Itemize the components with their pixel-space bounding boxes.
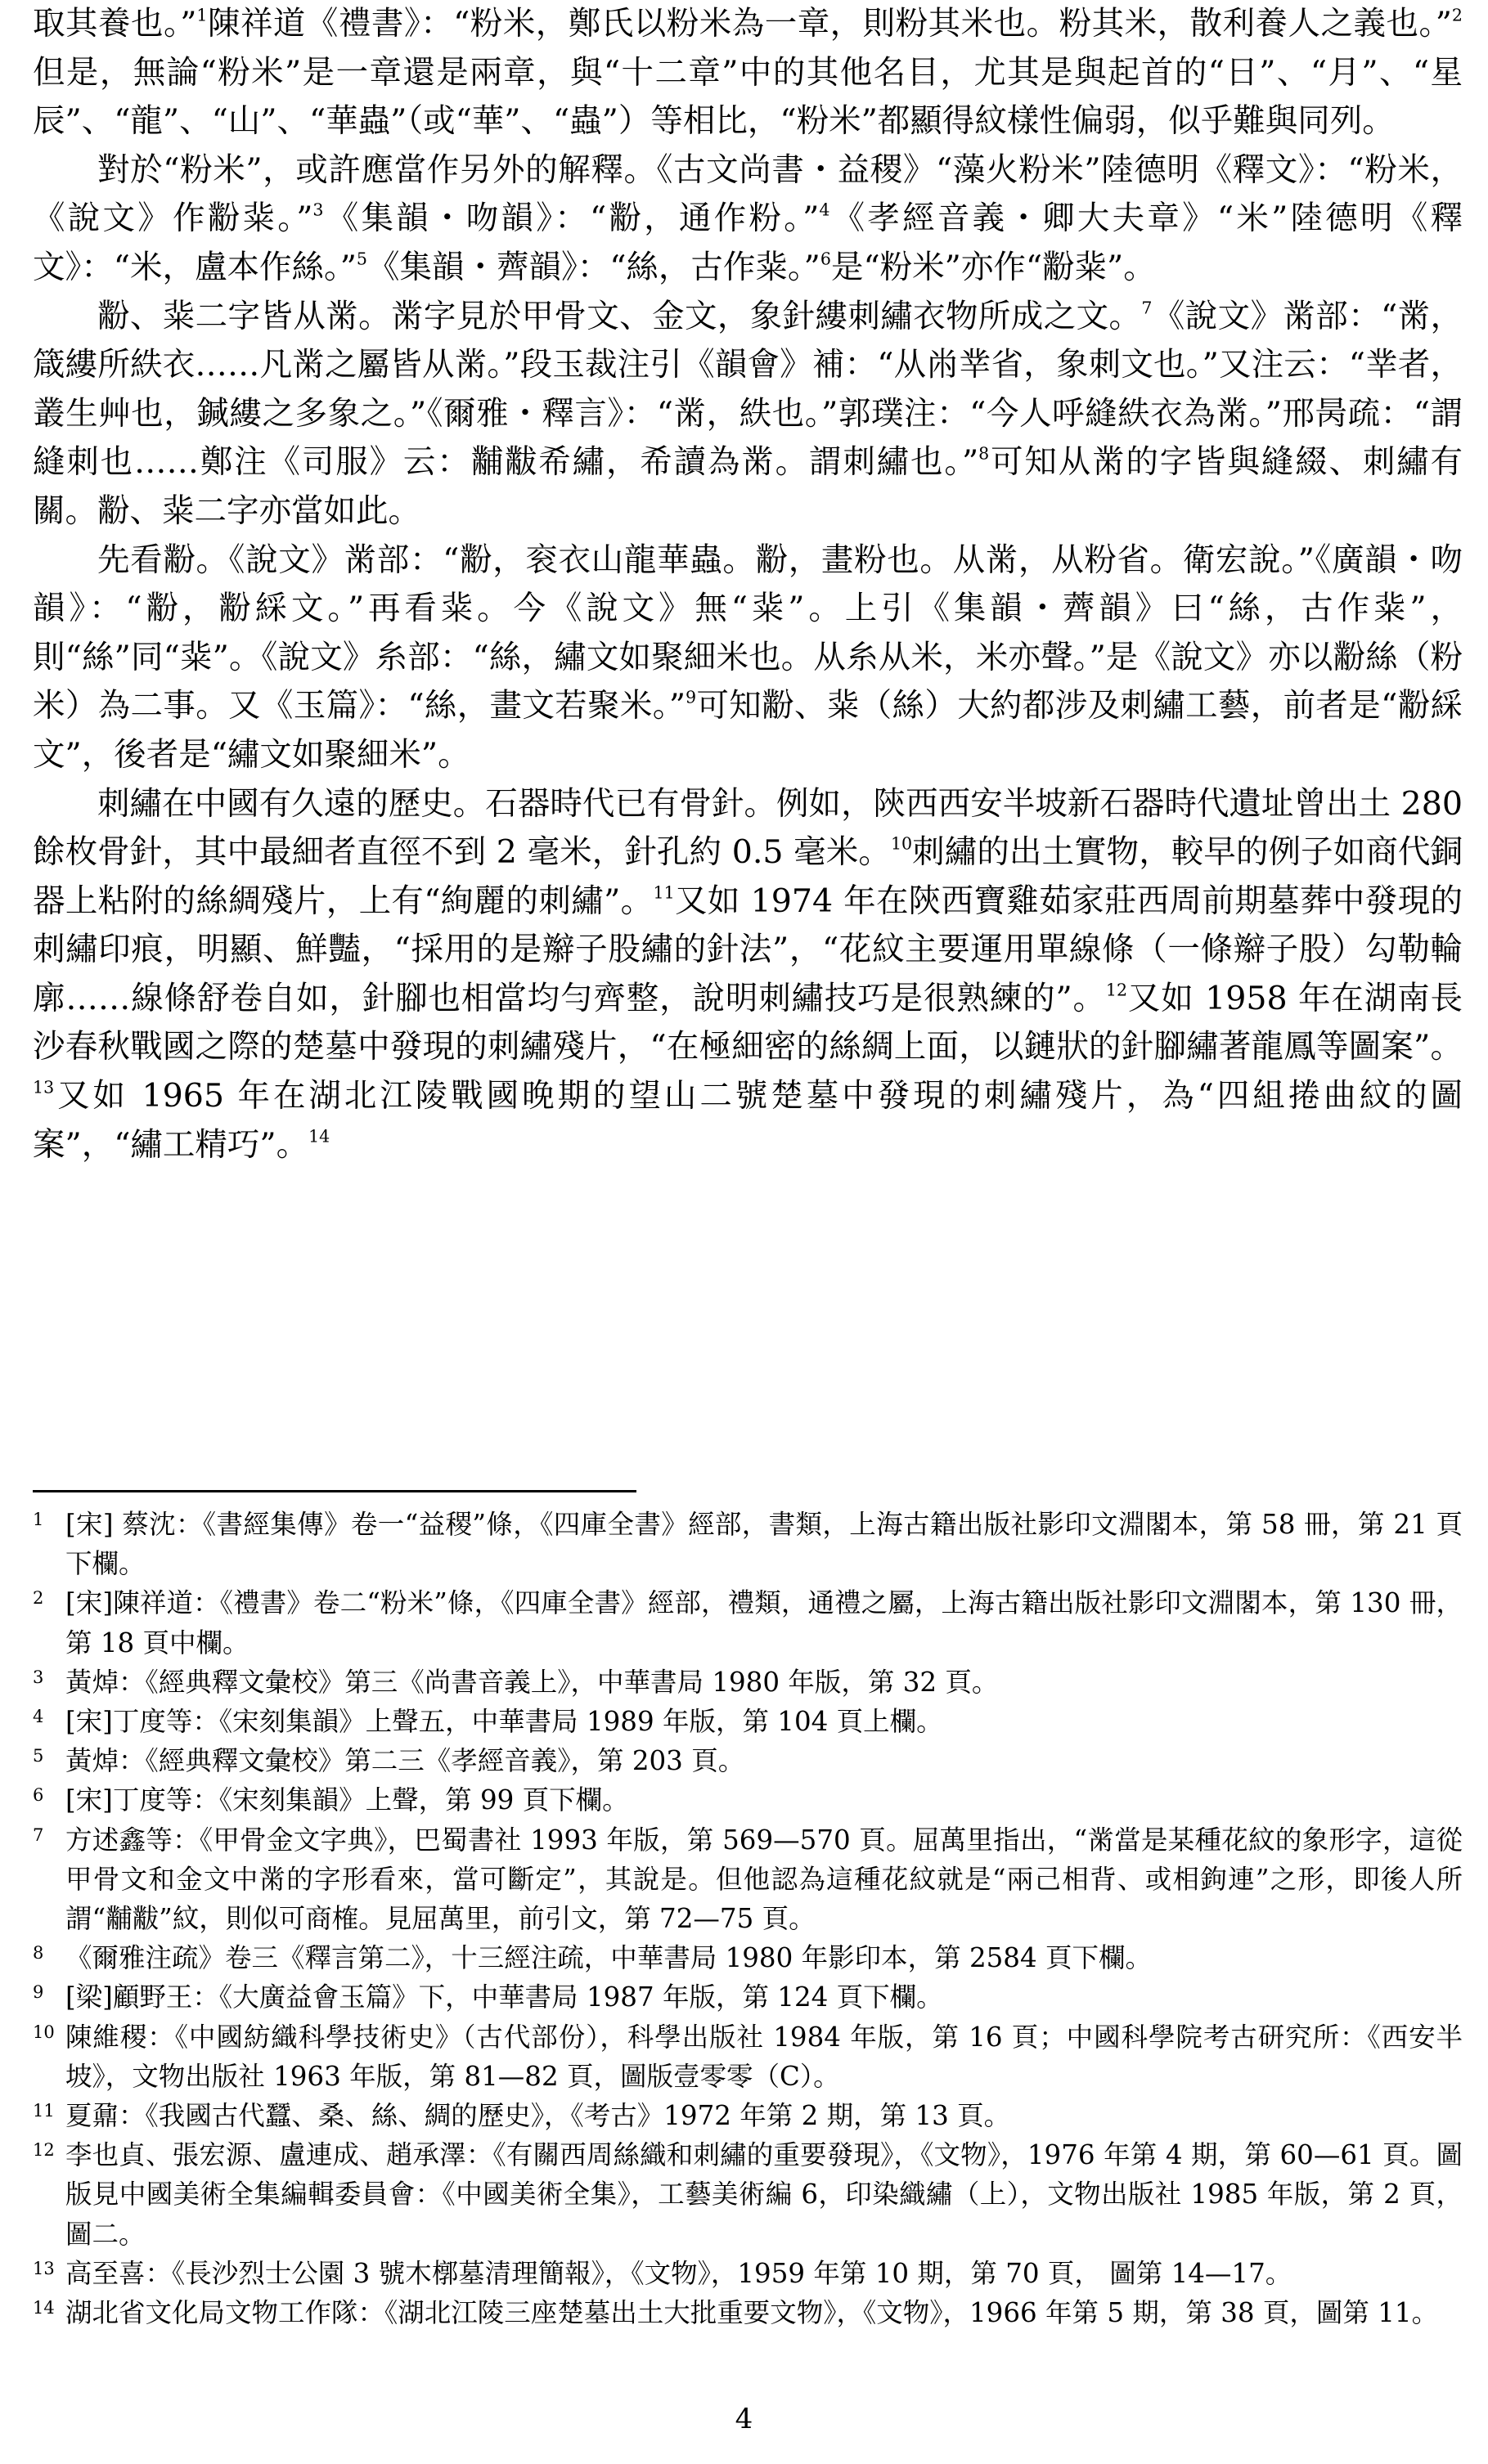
footnote-text: 《爾雅注疏》卷三《釋言第二》，十三經注疏，中華書局 1980 年影印本，第 2584 頁下欄。 [65,1942,1152,1974]
text-run: 但是，無論“粉米”是一章還是兩章，與“十二章”中的其他名目，尤其是與起首的“日”、“月”、“星辰”、“龍”、“山”、“華蟲”（或“華”、“蟲”）等相比，“粉米”都顯得紋樣性偏弱，似乎難與同列。 [33,53,1463,141]
footnote-item [33,1583,1463,1662]
footnote-text: 高至喜：《長沙烈士公園 3 號木槨墓清理簡報》，《文物》，1959 年第 10 期，第 70 頁， 圖第 14—17。 [65,2257,1292,2289]
footnote-item [33,2135,1463,2254]
text-run: 先看黺。《說文》黹部：“黺，衮衣山龍華蟲。黺，畫粉也。从黹，从粉省。衛宏說。”《廣韻・吻韻》：“黺，黺綵文。”再看䉾。今《說文》無“䉾”。上引《集韻・薺韻》曰“絲，古作䉾”，則“絲”同“䉾”。《說文》糸部：“絲，繡文如聚細米也。从糸从米，米亦聲。”是《說文》亦以黺絲（粉米）為二事。又《玉篇》：“絲，畫文若聚米。” [33,541,1463,725]
footnote-text: [宋] 蔡沈：《書經集傳》卷一“益稷”條，《四庫全書》經部，書類，上海古籍出版社影印文淵閣本，第 58 冊，第 21 頁下欄。 [65,1509,1463,1580]
footnote-item [33,2293,1463,2332]
footnote-text: 夏鼐：《我國古代蠶、桑、絲、綢的歷史》，《考古》1972 年第 2 期，第 13 頁。 [65,2100,1011,2132]
text-run: 刺繡的出土實物，較早的例子如商代銅器上粘附的絲綢殘片，上有“絢麗的刺繡”。 [33,833,1463,920]
footnote-item [33,1780,1463,1820]
footnote-item [33,2096,1463,2135]
footnote-number: 14 [33,2298,55,2318]
footnote-number: 5 [33,1746,44,1766]
footnote-text: 陳維稷：《中國紡織科學技術史》（古代部份），科學出版社 1984 年版，第 16 頁；中國科學院考古研究所：《西安半坡》，文物出版社 1963 年版，第 81—82 頁，圖版壹零零（C）。 [65,2021,1463,2092]
paragraph-5 [33,780,1463,1170]
footnote-number: 12 [33,2140,55,2161]
footnote-number: 2 [33,1588,44,1609]
main-body-text [33,0,1463,1169]
footnote-ref[interactable]: 5 [356,249,367,269]
footnote-ref[interactable]: 7 [1141,298,1153,318]
paragraph-4 [33,536,1463,780]
footnote-ref[interactable]: 6 [820,249,831,269]
footnote-item [33,1702,1463,1741]
footnote-item [33,1938,1463,1977]
paragraph-2 [33,146,1463,293]
text-run: 《集韻・薺韻》：“絲，古作䉾。” [366,248,820,286]
footnote-number: 8 [33,1943,44,1964]
footnote-text: [宋]丁度等：《宋刻集韻》上聲，第 99 頁下欄。 [65,1784,629,1816]
footnote-ref[interactable]: 3 [312,200,324,220]
text-run: 陳祥道《禮書》：“粉米，鄭氏以粉米為一章，則粉其米也。粉其米，散利養人之義也。” [207,5,1452,43]
footnote-text: [梁]顧野王：《大廣益會玉篇》下，中華書局 1987 年版，第 124 頁下欄。 [65,1982,943,2013]
text-run: 《說文》黹部：“黹，箴縷所紩衣……凡黹之屬皆从黹。”段玉裁注引《韻會》補：“从㡀丵省，象刺文也。”又注云：“丵者，叢生艸也，鍼縷之多象之。”《爾雅・釋言》：“黹，紩也。”郭璞注：“今人呼縫紩衣為黹。”邢昺疏：“謂縫刺也……鄭注《司服》云：黼黻希繡，希讀為黹。謂刺繡也。” [33,297,1463,482]
footnote-number: 1 [33,1510,44,1529]
text-run: 可知从黹的字皆與縫綴、刺繡有關。黺、䉾二字亦當如此。 [33,443,1463,530]
text-run: 是“粉米”亦作“黺䉾”。 [830,248,1156,286]
footnote-item [33,2017,1463,2096]
footnote-ref[interactable]: 11 [653,882,675,903]
footnote-ref[interactable]: 8 [978,443,990,464]
footnote-ref[interactable]: 9 [686,687,697,707]
text-run: 可知黺、䉾（絲）大約都涉及刺繡工藝，前者是“黺綵文”，後者是“繡文如聚細米”。 [33,687,1463,774]
text-run: 取其養也。” [33,5,197,43]
footnote-number: 13 [33,2258,55,2278]
text-run: 又如 1958 年在湖南長沙春秋戰國之際的楚墓中發現的刺繡殘片，“在極細密的絲綢上面，以鏈狀的針腳繡著龍鳳等圖案”。 [33,979,1463,1066]
footnote-text: 方述鑫等：《甲骨金文字典》，巴蜀書社 1993 年版，第 569—570 頁。屈萬里指出，“黹當是某種花紋的象形字，這從甲骨文和金文中黹的字形看來，當可斷定”，其說是。但他認為這種花紋就是“兩己相背、或相鉤連”之形，即後人所謂“黼黻”紋，則似可商榷。見屈萬里，前引文，第 72—75 頁。 [65,1824,1463,1935]
text-run: 刺繡在中國有久遠的歷史。石器時代已有骨針。例如，陝西西安半坡新石器時代遺址曾出土 280 餘枚骨針，其中最細者直徑不到 2 毫米，針孔約 0.5 毫米。 [33,784,1463,872]
footnote-number: 7 [33,1824,44,1845]
footnote-text: 李也貞、張宏源、盧連成、趙承澤：《有關西周絲織和刺繡的重要發現》，《文物》，1976 年第 4 期，第 60—61 頁。圖版見中國美術全集編輯委員會：《中國美術全集》，工藝美術編 6，印染織繡（上），文物出版社 1985 年版，第 2 頁，圖二。 [65,2139,1463,2250]
footnote-item [33,2254,1463,2293]
text-run: 《孝經音義・卿大夫章》“米”陸德明《釋文》：“米，盧本作絲。” [33,200,1463,286]
text-run: 又如 1965 年在湖北江陵戰國晚期的望山二號楚墓中發現的刺繡殘片，為“四組捲曲紋的圖案”，“繡工精巧”。 [33,1077,1463,1164]
text-run: 對於“粉米”，或許應當作另外的解釋。《古文尚書・益稷》“藻火粉米”陸德明《釋文》：“粉米，《說文》作黺䉾。” [33,150,1463,238]
footnote-item [33,1663,1463,1702]
footnote-item [33,1820,1463,1939]
footnote-number: 6 [33,1785,44,1806]
page-number: 4 [735,2403,753,2435]
footnote-ref[interactable]: 14 [308,1126,330,1147]
footnote-ref[interactable]: 13 [33,1077,55,1097]
footnote-ref[interactable]: 12 [1105,980,1128,1000]
paragraph-3 [33,293,1463,536]
footnote-text: 黃焯：《經典釋文彙校》第二三《孝經音義》，第 203 頁。 [65,1745,745,1777]
footnote-text: 黃焯：《經典釋文彙校》第三《尚書音義上》，中華書局 1980 年版，第 32 頁。 [65,1666,999,1698]
footnote-number: 9 [33,1982,44,2003]
text-run: 黺、䉾二字皆从黹。黹字見於甲骨文、金文，象針縷刺繡衣物所成之文。 [97,297,1142,335]
footnote-ref[interactable]: 4 [819,200,830,220]
footnote-ref[interactable]: 1 [196,5,208,25]
footnote-number: 11 [33,2101,55,2121]
footnote-text: [宋]陳祥道：《禮書》卷二“粉米”條，《四庫全書》經部，禮類，通禮之屬，上海古籍出版社影印文淵閣本，第 130 冊，第 18 頁中欄。 [65,1587,1463,1658]
paragraph-1 [33,0,1463,146]
footnote-item [33,1977,1463,2017]
footnote-number: 10 [33,2022,55,2042]
footnote-text: 湖北省文化局文物工作隊：《湖北江陵三座楚墓出土大批重要文物》，《文物》，1966 年第 5 期，第 38 頁，圖第 11。 [65,2297,1439,2329]
footnote-item [33,1741,1463,1780]
text-run: 《集韻・吻韻》：“黺，通作粉。” [323,200,820,238]
footnote-item [33,1505,1463,1583]
footnote-ref[interactable]: 10 [890,833,913,854]
footnote-number: 4 [33,1707,44,1727]
text-run: 又如 1974 年在陝西寶雞茹家莊西周前期墓葬中發現的刺繡印痕，明顯、鮮豔，“採用的是辮子股繡的針法”，“花紋主要運用單線條（一條辮子股）勾勒輪廓……線條舒卷自如，針腳也相當均勻齊整，說明刺繡技巧是很熟練的”。 [33,882,1463,1017]
footnote-text: [宋]丁度等：《宋刻集韻》上聲五，中華書局 1989 年版，第 104 頁上欄。 [65,1706,943,1738]
footnote-number: 3 [33,1667,44,1687]
footnote-ref[interactable]: 2 [1451,5,1463,25]
footnote-divider [33,1490,636,1492]
footnotes-list [33,1505,1463,2332]
